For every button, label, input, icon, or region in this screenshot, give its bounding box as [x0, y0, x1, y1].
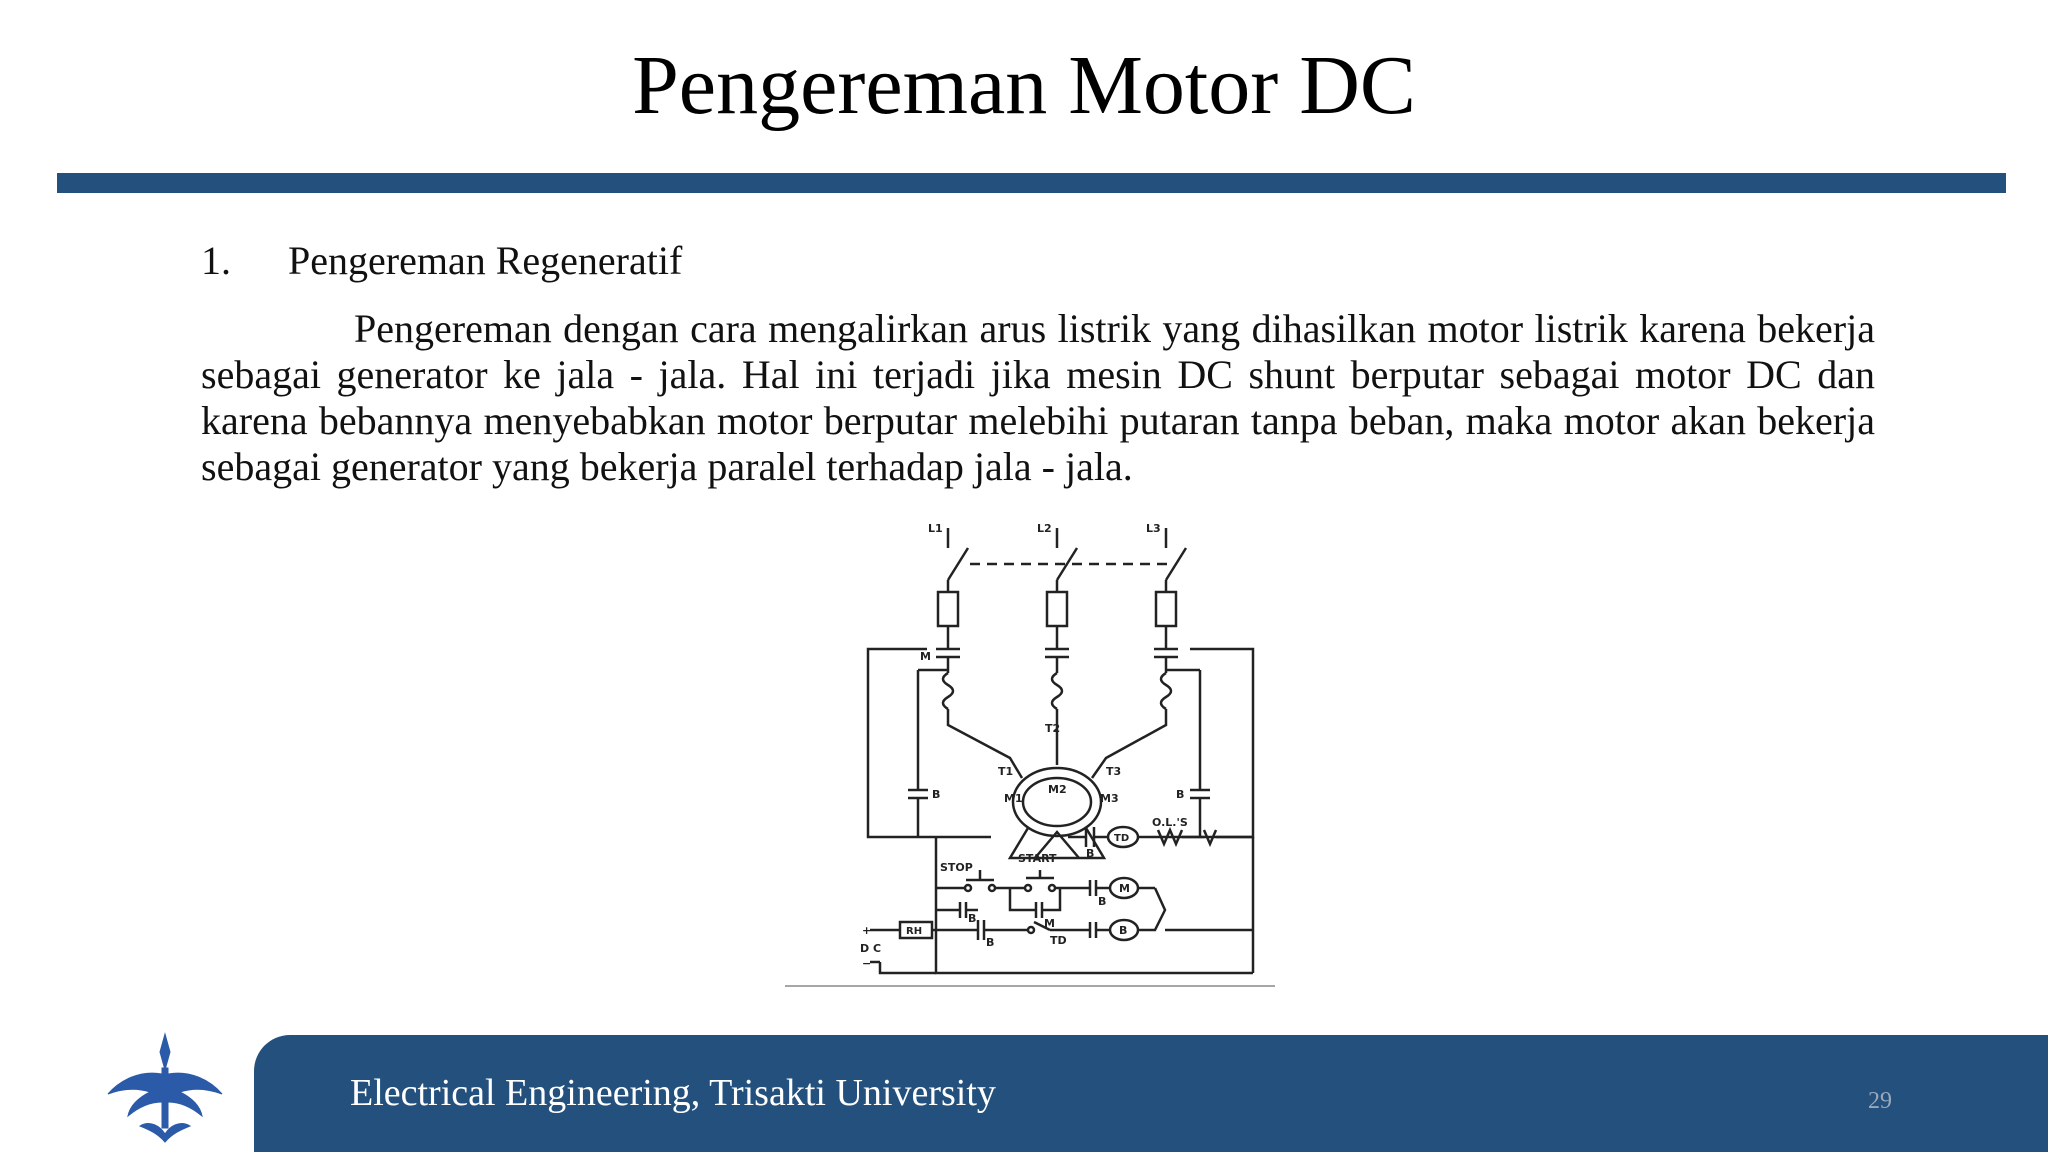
page-number: 29	[1868, 1088, 1892, 1114]
body-paragraph	[201, 306, 1875, 490]
slide-title: Pengereman Motor DC	[632, 39, 1416, 132]
label-minus: −	[862, 957, 872, 970]
label-t2: T2	[1045, 722, 1061, 735]
label-m-coil: M	[1119, 882, 1130, 895]
label-stop: STOP	[940, 861, 973, 874]
label-td-coil: TD	[1114, 833, 1130, 844]
label-t3: T3	[1106, 765, 1122, 778]
label-b-contact4: B	[986, 936, 995, 949]
title-divider	[57, 173, 2006, 193]
label-plus: +	[862, 924, 872, 937]
section-number: 1.	[201, 238, 231, 283]
trisakti-logo	[100, 1030, 230, 1145]
label-start: START	[1018, 852, 1057, 865]
label-td-contact: TD	[1050, 934, 1067, 947]
label-ols: O.L.'S	[1152, 816, 1188, 829]
label-m-contact: M	[1044, 917, 1055, 930]
label-b-contact3: B	[968, 912, 977, 925]
label-b-contact: B	[1086, 847, 1095, 860]
circuit-diagram	[760, 510, 1280, 988]
body-paragraph-text: Pengereman dengan cara mengalirkan arus listrik yang dihasilkan motor listrik karena bekerja sebagai generator ke jala - jala. Hal ini terjadi jika mesin DC shunt berputar sebagai motor DC dan karena bebannya menyebabkan motor berputar melebihi putaran tanpa beban, maka motor akan bekerja sebagai generator yang bekerja paralel terhadap jala - jala.	[201, 306, 1875, 489]
label-m3: M3	[1100, 792, 1119, 805]
label-rh: RH	[906, 926, 923, 937]
label-l1: L1	[928, 522, 943, 535]
label-m1: M1	[1004, 792, 1023, 805]
section-heading	[201, 236, 682, 286]
label-b-left: B	[932, 788, 941, 801]
label-t1: T1	[998, 765, 1014, 778]
label-l2: L2	[1037, 522, 1052, 535]
label-b-contact2: B	[1098, 895, 1107, 908]
label-dc: D C	[860, 942, 882, 955]
label-l3: L3	[1146, 522, 1161, 535]
footer-institution: Electrical Engineering, Trisakti University	[350, 1072, 996, 1114]
label-m2: M2	[1048, 783, 1067, 796]
section-title: Pengereman Regeneratif	[288, 238, 683, 283]
label-m: M	[920, 650, 931, 663]
label-b-coil: B	[1119, 924, 1128, 937]
label-b-right: B	[1176, 788, 1185, 801]
